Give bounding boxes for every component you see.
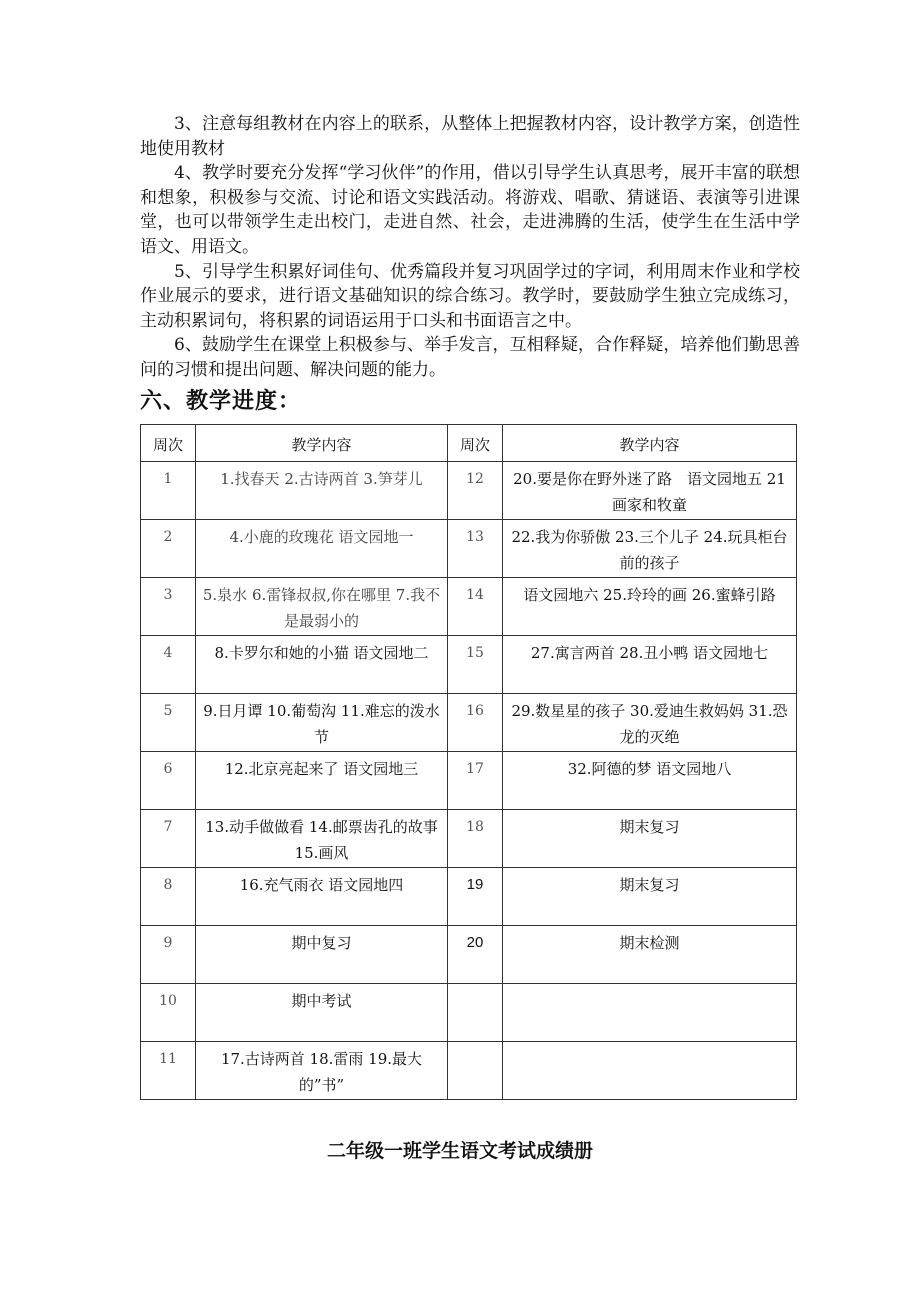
table-row [141, 520, 797, 578]
week-cell: 7 [141, 810, 196, 868]
content-cell: 期中复习 [196, 926, 448, 984]
header-content-1: 教学内容 [196, 425, 448, 462]
week-cell: 13 [448, 520, 503, 578]
week-cell [448, 984, 503, 1042]
content-cell: 32.阿德的梦 语文园地八 [503, 752, 797, 810]
table-row [141, 984, 797, 1042]
paragraph-6: 6、鼓励学生在课堂上积极参与、举手发言，互相释疑，合作释疑，培养他们勤思善问的习惯和提出问题、解决问题的能力。 [140, 335, 800, 380]
content-cell: 语文园地六 25.玲玲的画 26.蜜蜂引路 [503, 578, 797, 636]
content-cell: 17.古诗两首 18.雷雨 19.最大的”书” [196, 1042, 448, 1100]
schedule-table [140, 424, 797, 1100]
gradebook-title: 二年级一班学生语文考试成绩册 [326, 1140, 593, 1162]
week-cell: 5 [141, 694, 196, 752]
table-row [141, 462, 797, 520]
week-cell [448, 1042, 503, 1100]
week-cell: 15 [448, 636, 503, 694]
content-cell: 29.数星星的孩子 30.爱迪生救妈妈 31.恐龙的灭绝 [503, 694, 797, 752]
content-cell: 期中考试 [196, 984, 448, 1042]
content-cell: 20.要是你在野外迷了路 语文园地五 21画家和牧童 [503, 462, 797, 520]
table-row [141, 752, 797, 810]
table-row [141, 636, 797, 694]
week-cell: 1 [141, 462, 196, 520]
week-cell: 20 [448, 926, 503, 984]
content-cell: 1.找春天 2.古诗两首 3.笋芽儿 [196, 462, 448, 520]
week-cell: 6 [141, 752, 196, 810]
week-cell: 16 [448, 694, 503, 752]
content-cell: 12.北京亮起来了 语文园地三 [196, 752, 448, 810]
table-row [141, 1042, 797, 1100]
content-cell: 5.泉水 6.雷锋叔叔,你在哪里 7.我不是最弱小的 [196, 578, 448, 636]
table-row [141, 868, 797, 926]
content-cell: 22.我为你骄傲 23.三个儿子 24.玩具柜台前的孩子 [503, 520, 797, 578]
week-cell: 3 [141, 578, 196, 636]
paragraph-5: 5、引导学生积累好词佳句、优秀篇段并复习巩固学过的字词，利用周末作业和学校作业展示的要求，进行语文基础知识的综合练习。教学时，要鼓励学生独立完成练习，主动积累词句，将积累的词语运用于口头和书面语言之中。 [140, 261, 800, 331]
content-cell [503, 1042, 797, 1100]
week-cell: 9 [141, 926, 196, 984]
header-content-2: 教学内容 [503, 425, 797, 462]
week-cell: 12 [448, 462, 503, 520]
content-cell: 27.寓言两首 28.丑小鸭 语文园地七 [503, 636, 797, 694]
content-cell: 16.充气雨衣 语文园地四 [196, 868, 448, 926]
plan-paragraphs [140, 112, 800, 383]
week-cell: 14 [448, 578, 503, 636]
week-cell: 8 [141, 868, 196, 926]
week-cell: 18 [448, 810, 503, 868]
week-cell: 10 [141, 984, 196, 1042]
week-cell: 19 [448, 868, 503, 926]
content-cell: 4.小鹿的玫瑰花 语文园地一 [196, 520, 448, 578]
header-week-1: 周次 [141, 425, 196, 462]
table-row [141, 926, 797, 984]
paragraph-4: 4、教学时要充分发挥“学习伙伴”的作用，借以引导学生认真思考，展开丰富的联想和想象，积极参与交流、讨论和语文实践活动。将游戏、唱歌、猜谜语、表演等引进课堂，也可以带领学生走出校门，走进自然、社会，走进沸腾的生活，使学生在生活中学语文、用语文。 [140, 163, 800, 257]
week-cell: 4 [141, 636, 196, 694]
content-cell: 8.卡罗尔和她的小猫 语文园地二 [196, 636, 448, 694]
week-cell: 11 [141, 1042, 196, 1100]
week-cell: 17 [448, 752, 503, 810]
paragraph-3: 3、注意每组教材在内容上的联系，从整体上把握教材内容，设计教学方案，创造性地使用教材 [140, 114, 800, 159]
content-cell: 9.日月谭 10.葡萄沟 11.难忘的泼水节 [196, 694, 448, 752]
content-cell: 期末复习 [503, 868, 797, 926]
table-header-row [141, 425, 797, 462]
content-cell: 期末复习 [503, 810, 797, 868]
table-row [141, 578, 797, 636]
table-row [141, 694, 797, 752]
table-row [141, 810, 797, 868]
section-title: 六、教学进度： [140, 389, 302, 414]
header-week-2: 周次 [448, 425, 503, 462]
week-cell: 2 [141, 520, 196, 578]
content-cell [503, 984, 797, 1042]
content-cell: 13.动手做做看 14.邮票齿孔的故事 15.画风 [196, 810, 448, 868]
content-cell: 期末检测 [503, 926, 797, 984]
